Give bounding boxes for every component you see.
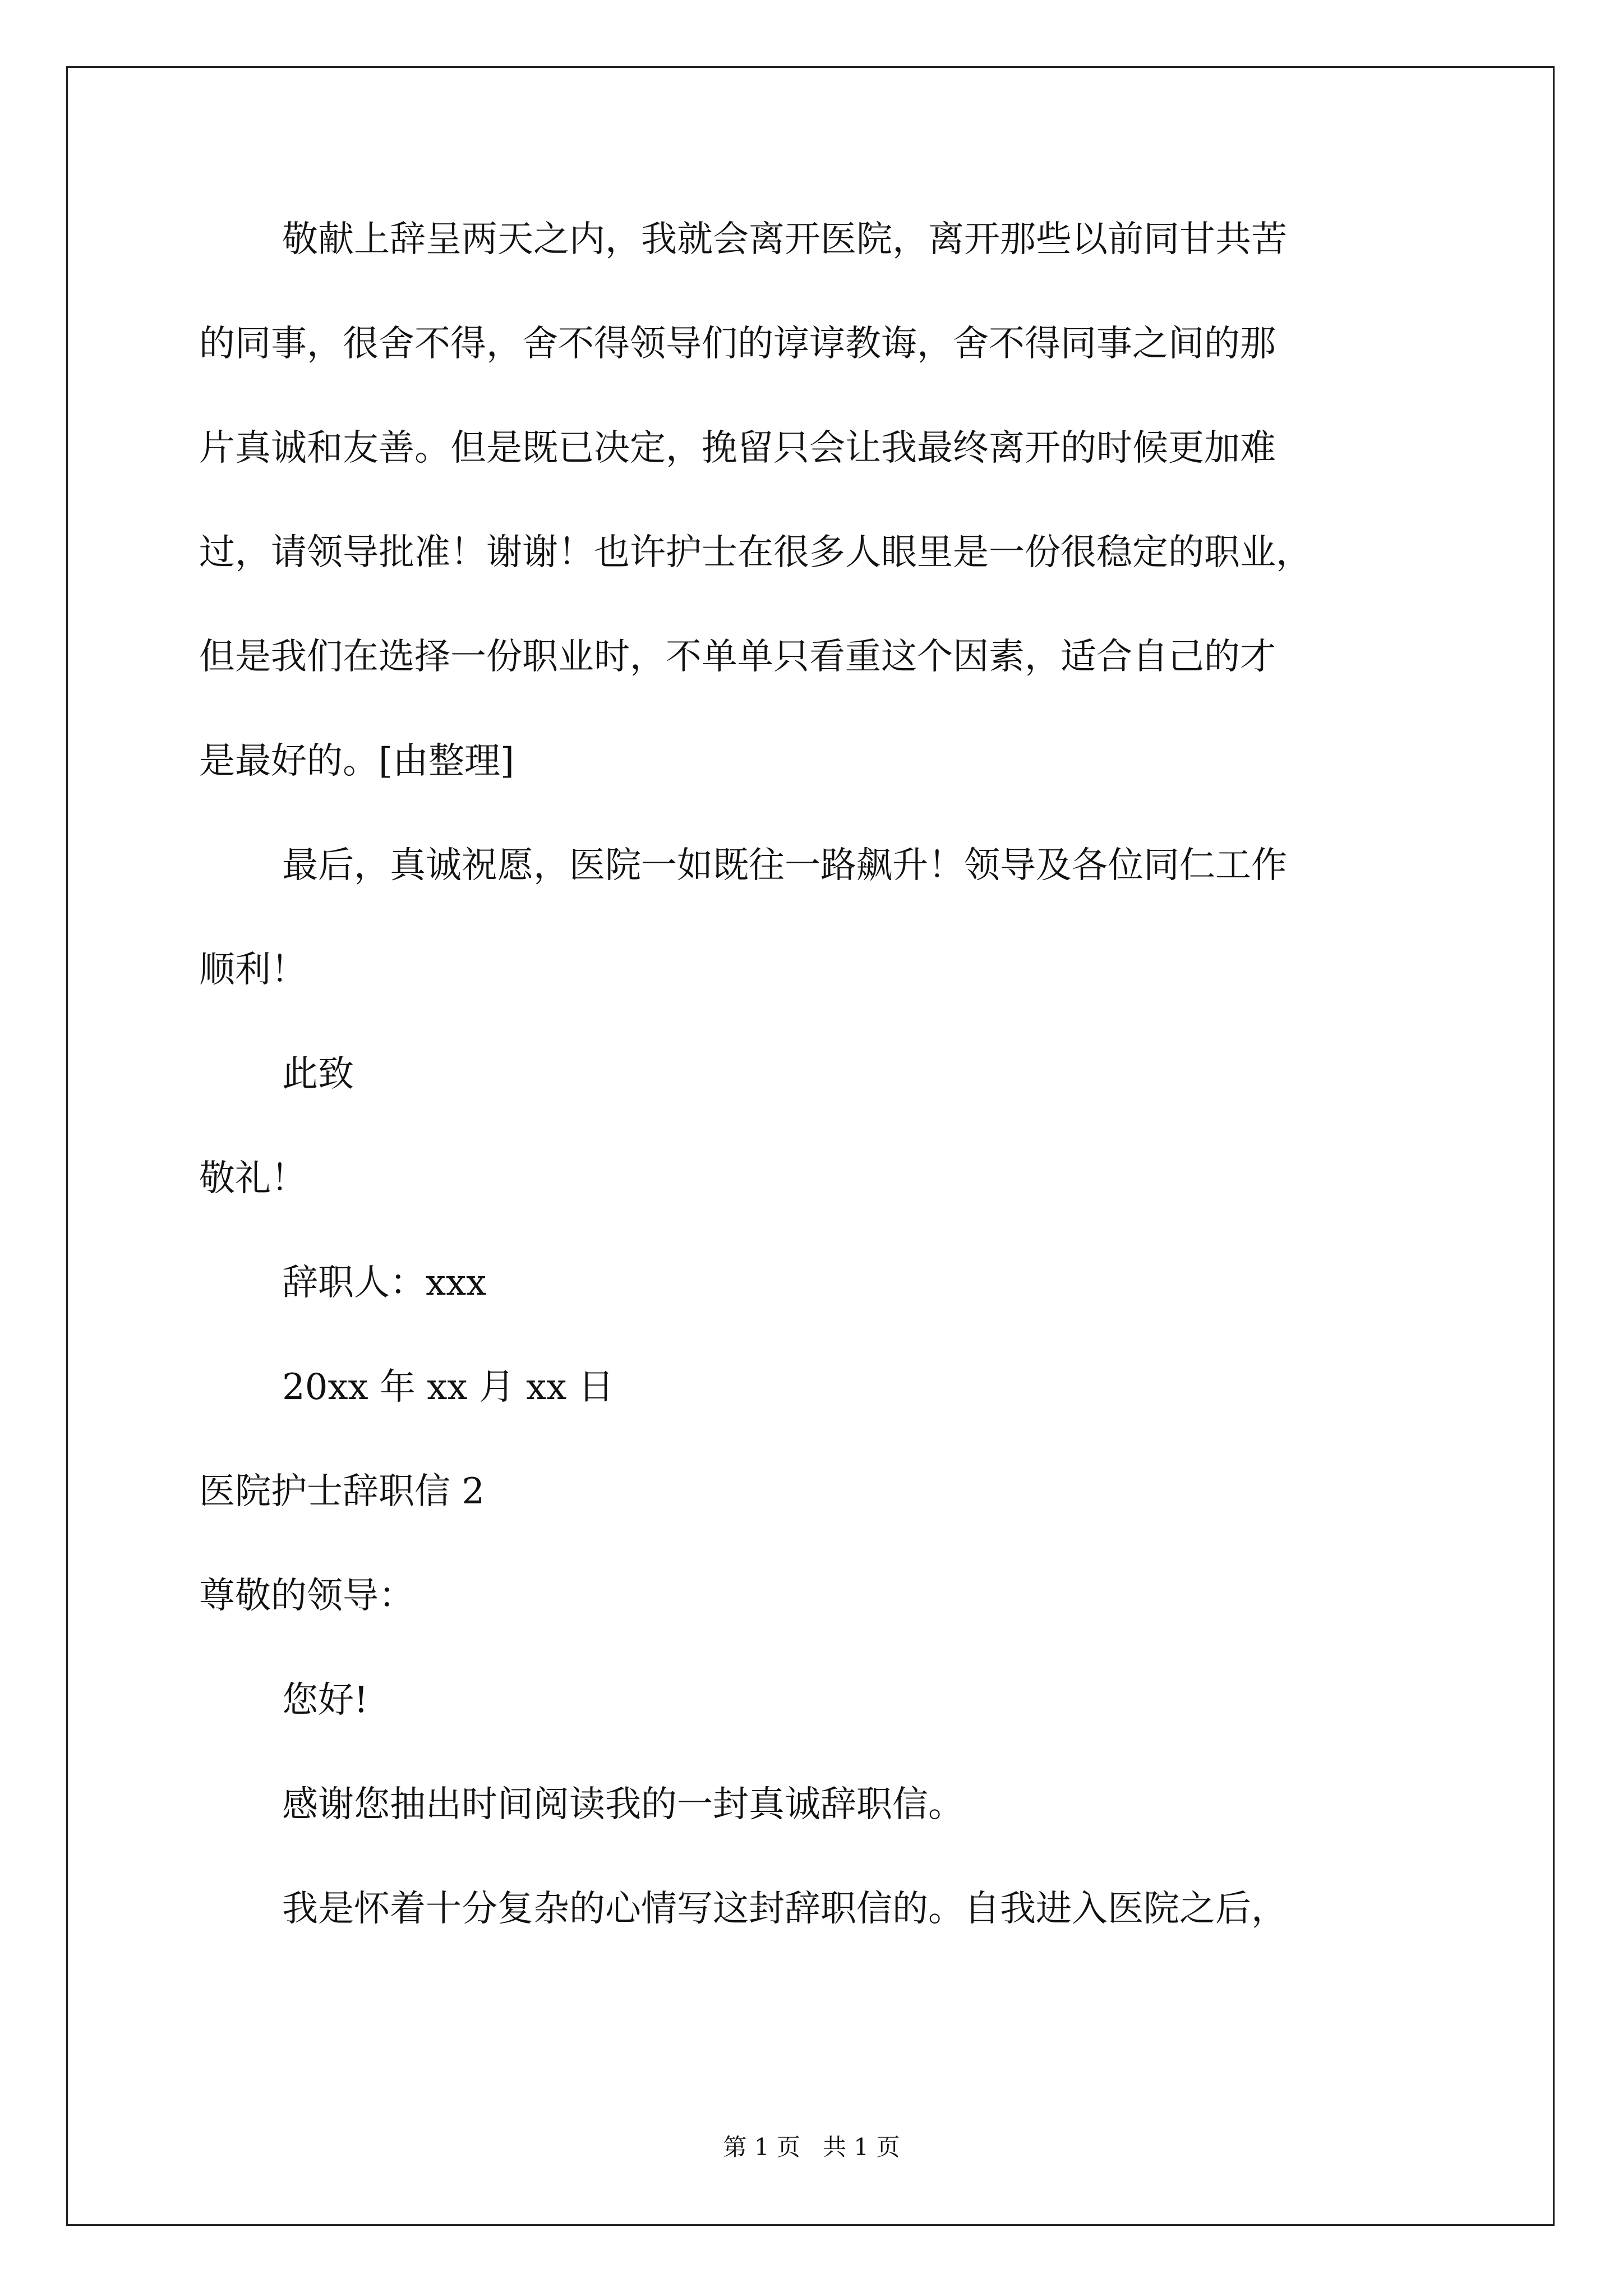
paragraph-line: 但是我们在选择一份职业时，不单单只看重这个因素，适合自己的才 — [199, 636, 1276, 678]
paragraph-line: 的同事，很舍不得，舍不得领导们的谆谆教诲，舍不得同事之间的那 — [199, 323, 1276, 365]
paragraph-line: 敬献上辞呈两天之内，我就会离开医院，离开那些以前同甘共苦 — [282, 219, 1287, 260]
page-footer: 第 1 页 共 1 页 — [723, 2133, 900, 2161]
closing-line: 此致 — [282, 1053, 354, 1095]
document-body — [199, 219, 1433, 1995]
paragraph-line: 片真诚和友善。但是既已决定，挽留只会让我最终离开的时候更加难 — [199, 427, 1276, 469]
salutation: 尊敬的领导： — [199, 1575, 414, 1617]
paragraph-line: 是最好的。[由整理] — [199, 740, 514, 782]
paragraph-line: 我是怀着十分复杂的心情写这封辞职信的。自我进入医院之后， — [282, 1888, 1287, 1930]
closing-line: 敬礼！ — [199, 1158, 307, 1199]
paragraph-line: 最后，真诚祝愿，医院一如既往一路飙升！领导及各位同仁工作 — [282, 845, 1287, 886]
signature-line: 辞职人：xxx — [282, 1262, 487, 1304]
paragraph-line: 过，请领导批准！谢谢！也许护士在很多人眼里是一份很稳定的职业， — [199, 532, 1312, 573]
section-title: 医院护士辞职信 2 — [199, 1471, 485, 1512]
date-line: 20xx 年 xx 月 xx 日 — [282, 1366, 614, 1408]
paragraph-line: 感谢您抽出时间阅读我的一封真诚辞职信。 — [282, 1784, 964, 1825]
greeting: 您好! — [282, 1680, 368, 1721]
paragraph-line: 顺利！ — [199, 949, 307, 991]
